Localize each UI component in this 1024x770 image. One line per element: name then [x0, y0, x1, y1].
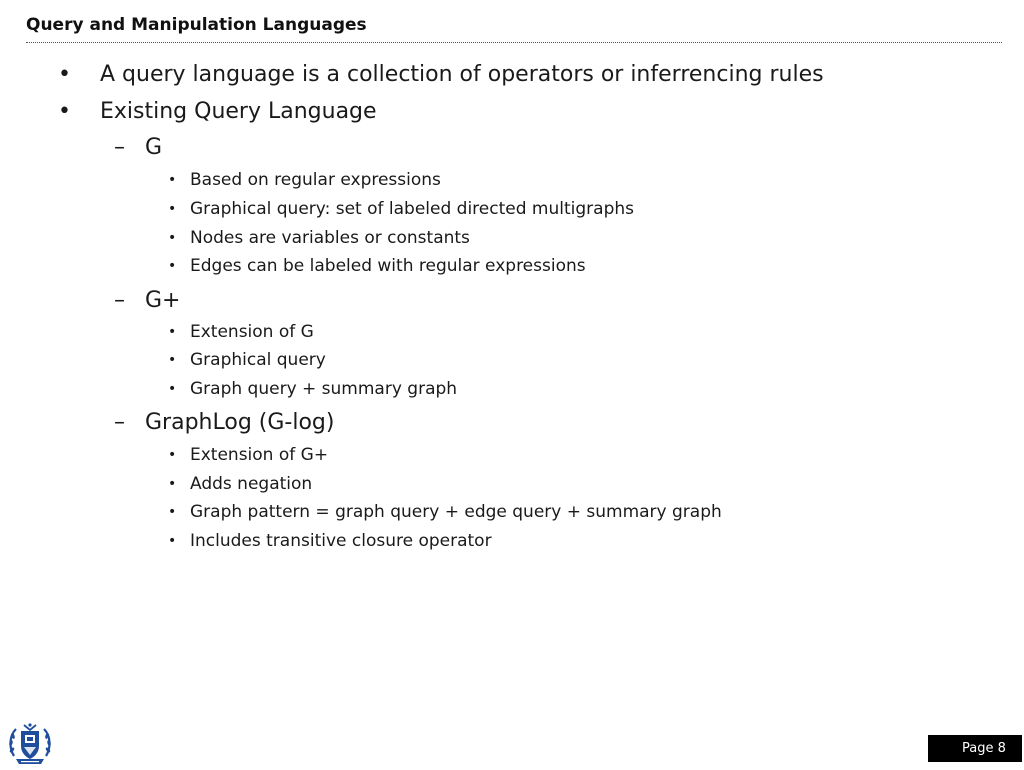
- list-item-text: Includes transitive closure operator: [190, 531, 492, 551]
- list-item-text: Graph query + summary graph: [190, 379, 458, 399]
- page-number-badge: [928, 735, 1022, 762]
- bullet-marker: •: [168, 504, 177, 520]
- page-number: Page 8: [962, 741, 1006, 756]
- bullet-marker: •: [168, 258, 177, 274]
- list-item-text: Edges can be labeled with regular expressions: [190, 256, 586, 276]
- list-item-text: Graphical query: set of labeled directed multigraphs: [190, 199, 634, 219]
- list-item-text: Nodes are variables or constants: [190, 228, 470, 248]
- bullet-text: Existing Query Language: [100, 99, 377, 124]
- bullet-marker: •: [168, 533, 177, 549]
- sub-heading-text: GraphLog (G-log): [145, 410, 335, 435]
- bullet-marker: •: [168, 352, 177, 368]
- slide-title: Query and Manipulation Languages: [26, 15, 367, 35]
- list-item-text: Extension of G+: [190, 445, 329, 465]
- list-item-text: Based on regular expressions: [190, 170, 441, 190]
- list-item-text: Graph pattern = graph query + edge query + summary graph: [190, 502, 722, 522]
- bullet-marker: •: [168, 447, 177, 463]
- bullet-marker: •: [168, 476, 177, 492]
- sub-heading-text: G+: [145, 288, 181, 313]
- university-seal-icon: [6, 722, 54, 766]
- bullet-marker: •: [168, 201, 177, 217]
- bullet-marker: •: [168, 324, 177, 340]
- dash-marker: –: [114, 135, 125, 160]
- dash-marker: –: [114, 288, 125, 313]
- bullet-marker: •: [168, 230, 177, 246]
- list-item-text: Extension of G: [190, 322, 314, 342]
- bullet-marker: •: [58, 62, 71, 87]
- bullet-marker: •: [168, 381, 177, 397]
- list-item-text: Graphical query: [190, 350, 326, 370]
- bullet-text: A query language is a collection of operators or inferrencing rules: [100, 62, 824, 87]
- bullet-marker: •: [58, 99, 71, 124]
- bullet-marker: •: [168, 172, 177, 188]
- dash-marker: –: [114, 410, 125, 435]
- list-item-text: Adds negation: [190, 474, 313, 494]
- sub-heading-text: G: [145, 135, 163, 160]
